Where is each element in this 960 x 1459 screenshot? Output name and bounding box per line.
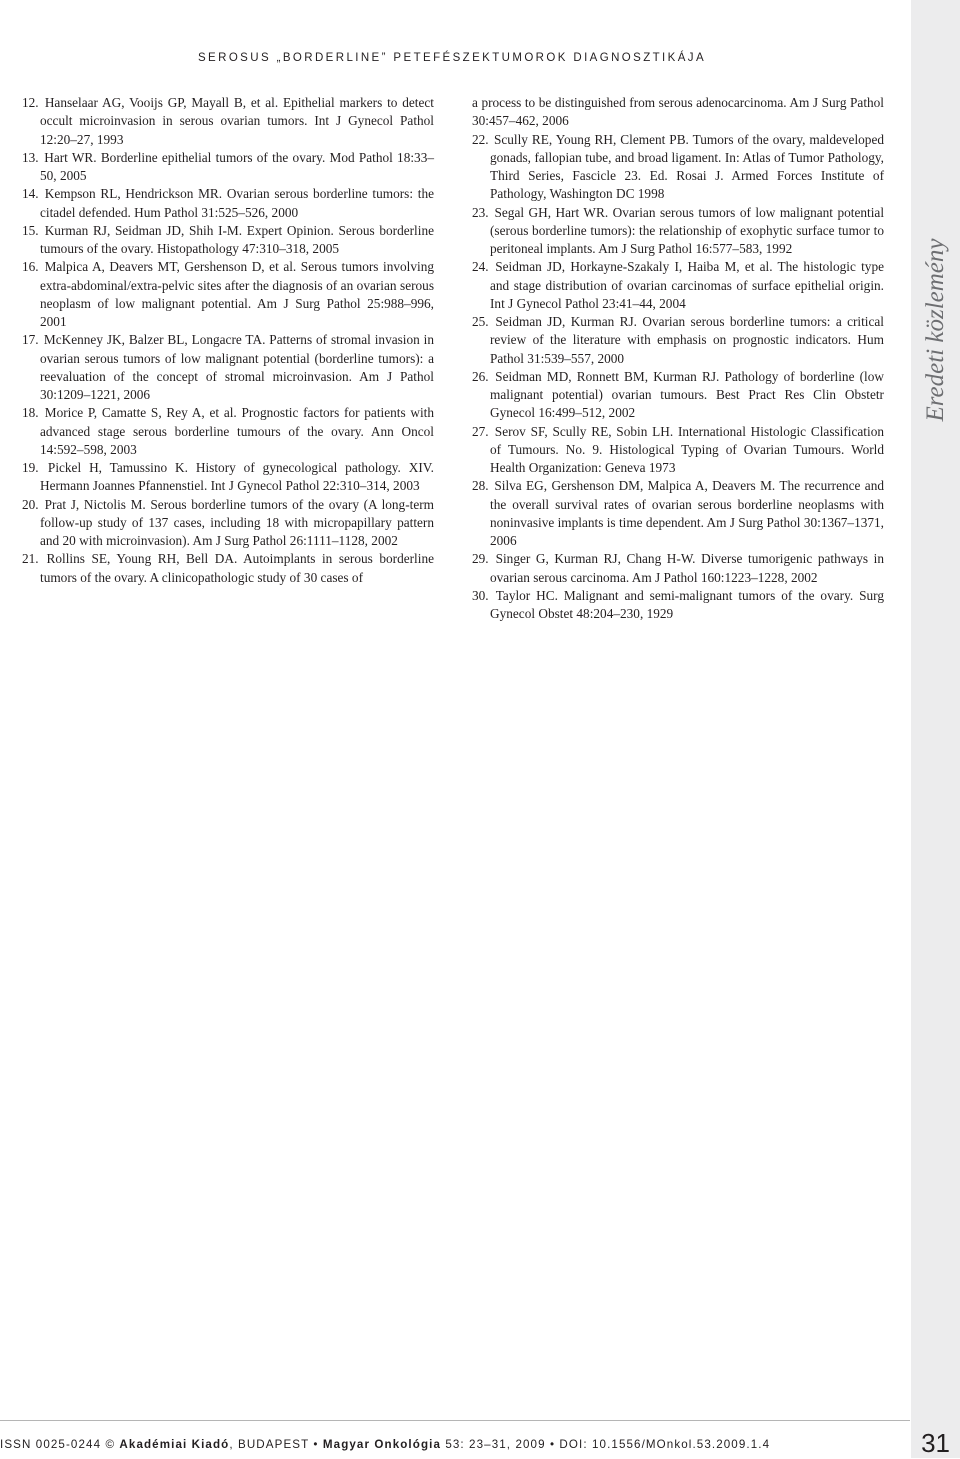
- reference-text: Seidman JD, Horkayne-Szakaly I, Haiba M, et al. The histologic type and stage distribution of ovarian carcinomas of surface epithelial origin. Int J Gynecol Pathol 23:41–44, 2004: [490, 259, 885, 311]
- reference-number: 19.: [22, 460, 39, 475]
- reference-text: Malpica A, Deavers MT, Gershenson D, et al. Serous tumors involving extra-abdominal/extra-pelvic sites after the diagnosis of an ovarian serous neoplasm of low malignant potential. Am J Surg Pathol 25:988–996, 2001: [40, 259, 435, 329]
- footer: [0, 1438, 905, 1451]
- reference-text: Seidman MD, Ronnett BM, Kurman RJ. Pathology of borderline (low malignant potential) ovarian tumours. Best Pract Res Clin Obstetr Gynecol 16:499–512, 2002: [490, 368, 885, 421]
- reference-text: Hart WR. Borderline epithelial tumors of the ovary. Mod Pathol 18:33–50, 2005: [40, 149, 434, 183]
- reference-text: Silva EG, Gershenson DM, Malpica A, Deavers M. The recurrence and the overall survival rates of ovarian serous borderline neoplasms with noninvasive implants is time dependent. Am J Surg Pathol 30:1367–1371, 2006: [490, 478, 884, 548]
- reference-column-left: [22, 94, 434, 587]
- reference-item: [22, 149, 434, 186]
- reference-number: 29.: [472, 551, 489, 567]
- reference-number: 17.: [22, 332, 39, 348]
- reference-number: 21.: [22, 551, 39, 567]
- reference-text: Singer G, Kurman RJ, Chang H-W. Diverse tumorigenic pathways in ovarian serous carcinoma. Am J Pathol 160:1223–1228, 2002: [490, 551, 884, 585]
- reference-number: 12.: [22, 95, 39, 110]
- reference-item: [22, 94, 434, 149]
- reference-number: 25.: [472, 314, 489, 329]
- reference-number: 15.: [22, 222, 39, 238]
- reference-item: [472, 550, 884, 587]
- reference-number: 16.: [22, 259, 39, 275]
- reference-item: [22, 496, 434, 551]
- reference-item: [472, 587, 884, 624]
- reference-number: 13.: [22, 149, 39, 165]
- reference-text: Taylor HC. Malignant and semi-malignant tumors of the ovary. Surg Gynecol Obstet 48:204–230, 1929: [490, 587, 885, 621]
- reference-item: [22, 258, 434, 331]
- footer-publisher: Akadémiai Kiadó: [119, 1438, 230, 1451]
- reference-number: 27.: [472, 423, 489, 439]
- reference-item: [22, 404, 434, 459]
- footer-city: , BUDAPEST •: [229, 1438, 323, 1451]
- reference-item: [472, 477, 884, 550]
- reference-text: Scully RE, Young RH, Clement PB. Tumors of the ovary, maldeveloped gonads, fallopian tube, and broad ligament. In: Atlas of Tumor Pathology, Third Series, Fascicle 23. Ed. Rosai J. Armed Forces Institute of Pathology, Washington DC 1998: [490, 131, 884, 202]
- reference-text: Prat J, Nictolis M. Serous borderline tumors of the ovary (A long-term follow-up study of 137 cases, including 18 with micropapillary pattern and 20 with microinvasion). Am J Surg Pathol 26:1111–1128, 2002: [40, 496, 435, 548]
- reference-text: Rollins SE, Young RH, Bell DA. Autoimplants in serous borderline tumors of the ovary. A clinicopathologic study of 30 cases of: [40, 551, 434, 585]
- reference-item: [472, 423, 884, 478]
- reference-number: 28.: [472, 478, 489, 494]
- reference-number: 20.: [22, 496, 39, 512]
- reference-continuation: a process to be distinguished from serous adenocarcinoma. Am J Surg Pathol 30:457–462, 2006: [472, 95, 884, 129]
- reference-number: 26.: [472, 368, 489, 384]
- reference-text: Hanselaar AG, Vooijs GP, Mayall B, et al. Epithelial markers to detect occult microinvasion in serous ovarian tumors. Int J Gynecol Pathol 12:20–27, 1993: [40, 95, 434, 147]
- reference-text: Segal GH, Hart WR. Ovarian serous tumors of low malignant potential (serous borderline tumors): the relationship of exophytic surface tumor to peritoneal implants. Am J Surg Pathol 16:577–583, 1992: [490, 204, 885, 256]
- footer-divider: [0, 1420, 910, 1421]
- reference-number: 30.: [472, 587, 489, 603]
- reference-list-right: [472, 131, 884, 624]
- reference-item: [22, 222, 434, 259]
- reference-item: [472, 313, 884, 368]
- reference-number: 23.: [472, 204, 489, 220]
- reference-item: [22, 550, 434, 587]
- reference-text: Serov SF, Scully RE, Sobin LH. International Histologic Classification of Tumours. No. 9. Histological Typing of Ovarian Tumours. World Health Organization: Geneva 1973: [490, 423, 884, 475]
- section-sidebar: [911, 0, 960, 1458]
- running-title: SEROSUS „BORDERLINE” PETEFÉSZEKTUMOROK DIAGNOSZTIKÁJA: [197, 52, 707, 64]
- reference-column-right: [472, 94, 884, 623]
- reference-item: [472, 258, 884, 313]
- footer-journal: Magyar Onkológia: [322, 1438, 441, 1451]
- reference-text: Seidman JD, Kurman RJ. Ovarian serous borderline tumors: a critical review of the literature with emphasis on prognostic indicators. Hum Pathol 31:539–557, 2000: [490, 314, 884, 366]
- section-label: Eredeti közlemény: [921, 238, 949, 422]
- reference-text: Morice P, Camatte S, Rey A, et al. Prognostic factors for patients with advanced stage serous borderline tumours of the ovary. Ann Oncol 14:592–598, 2003: [40, 405, 435, 457]
- footer-citation: 53: 23–31, 2009 • DOI: 10.1556/MOnkol.53.2009.1.4: [441, 1438, 771, 1451]
- reference-number: 18.: [22, 405, 39, 421]
- page-number: 31: [921, 1428, 950, 1458]
- reference-item: [22, 459, 434, 496]
- reference-text: Kurman RJ, Seidman JD, Shih I-M. Expert Opinion. Serous borderline tumours of the ovary. Histopathology 47:310–318, 2005: [40, 222, 434, 256]
- reference-item: [472, 204, 884, 259]
- reference-item: [22, 331, 434, 404]
- reference-item: [472, 368, 884, 423]
- reference-text: Pickel H, Tamussino K. History of gynecological pathology. XIV. Hermann Joannes Pfannenstiel. Int J Gynecol Pathol 22:310–314, 2003: [40, 460, 434, 494]
- reference-number: 24.: [472, 259, 489, 275]
- reference-number: 22.: [472, 131, 489, 147]
- reference-text: Kempson RL, Hendrickson MR. Ovarian serous borderline tumors: the citadel defended. Hum Pathol 31:525–526, 2000: [40, 186, 434, 220]
- reference-item: [472, 131, 884, 204]
- reference-text: McKenney JK, Balzer BL, Longacre TA. Patterns of stromal invasion in ovarian serous tumors of low malignant potential (borderline tumors): a reevaluation of the concept of stromal microinvasion. Am J Pathol 30:1209–1221, 2006: [40, 332, 435, 402]
- reference-number: 14.: [22, 186, 39, 202]
- footer-issn: ISSN 0025-0244 ©: [0, 1438, 120, 1451]
- running-header: [0, 52, 904, 64]
- reference-item: [22, 185, 434, 222]
